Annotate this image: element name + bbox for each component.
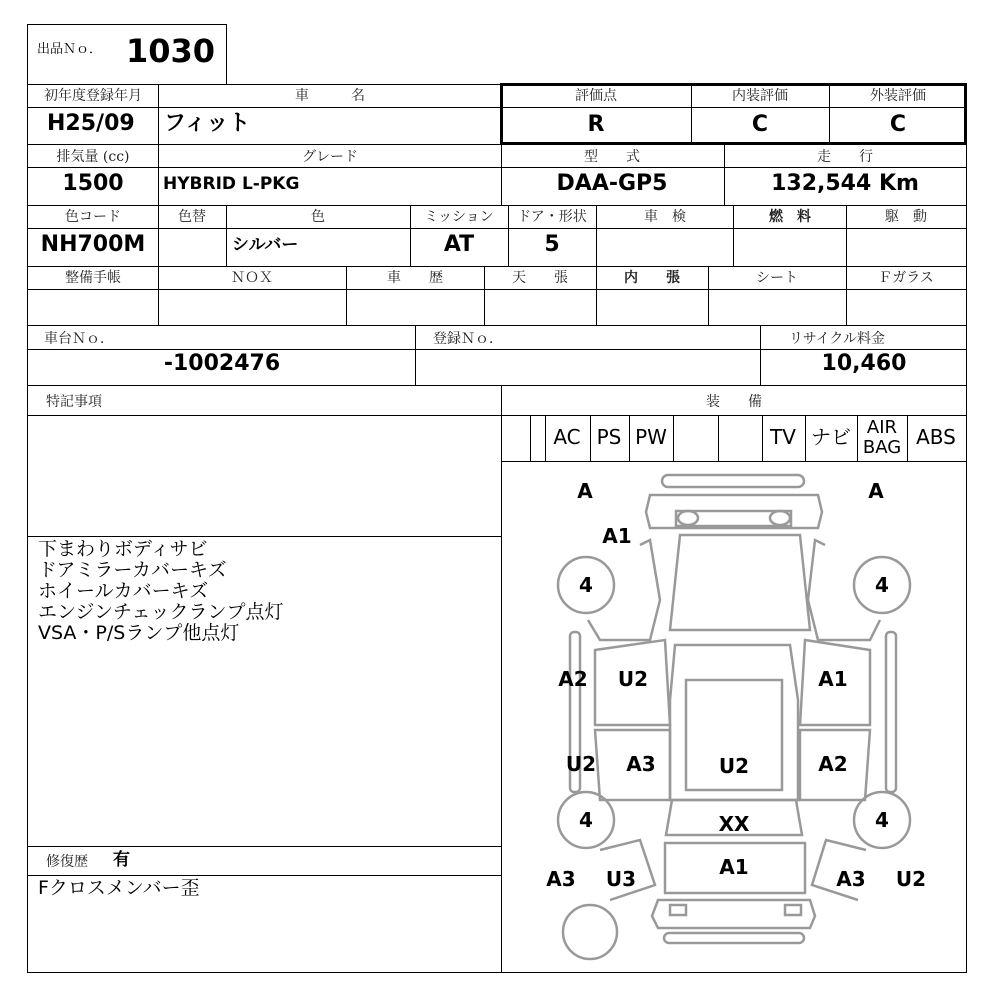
equip-ps: PS [596, 425, 622, 449]
mark-front-left: A [577, 479, 593, 503]
fuel-label: 燃 料 [769, 209, 811, 225]
mark-tire-fr: 4 [875, 573, 889, 597]
left-fender-shape [588, 540, 660, 640]
mark-tire-rr: 4 [875, 808, 889, 832]
mark-roof: U2 [718, 754, 750, 778]
mark-rear-right-a: A3 [836, 867, 866, 891]
equip-tv: TV [770, 425, 796, 449]
car-name-value: フィット [164, 111, 251, 136]
score-label: 評価点 [575, 88, 617, 104]
vehicle-history-label: 車 歴 [387, 270, 443, 286]
mission-value: AT [443, 232, 475, 257]
recolor-label: 色替 [178, 209, 206, 225]
headliner-label: 天 張 [512, 270, 568, 286]
mark-rear-glass: XX [718, 812, 750, 836]
color-code-label: 色コード [65, 209, 121, 225]
door-label: ドア・形状 [517, 209, 587, 225]
mark-rear-right-u: U2 [895, 867, 927, 891]
score-value: R [587, 112, 605, 137]
spare-tire-shape [563, 905, 617, 959]
remarks-text: 下まわりボディサビ ドアミラーカバーキズ ホイールカバーキズ エンジンチェックランプ点灯 VSA・P/Sランプ他点灯 [38, 538, 284, 644]
mark-left-pillar: U2 [617, 667, 649, 691]
rear-lamp-right-shape [785, 905, 801, 915]
registration-no-label: 登録Ｎｏ． [433, 331, 503, 347]
model-label: 型 式 [584, 149, 640, 165]
color-value: シルバー [232, 235, 299, 255]
front-glass-label: Ｆガラス [878, 270, 934, 286]
equipment-label: 装 備 [706, 394, 762, 410]
grade-value: HYBRID L-PKG [163, 174, 300, 194]
mileage-value: 132,544 Km [771, 171, 919, 196]
mark-tire-rl: 4 [579, 808, 593, 832]
exterior-grade-value: C [889, 112, 907, 137]
grade-label: グレード [302, 149, 358, 165]
inspection-label: 車 検 [644, 209, 686, 225]
rear-valance-shape [664, 933, 804, 943]
headlight-right-shape [770, 511, 790, 525]
rear-lamp-left-shape [670, 905, 686, 915]
right-sill-shape [886, 632, 896, 792]
mark-left-rear-door: A3 [626, 752, 656, 776]
mark-front-right: A [868, 479, 884, 503]
chassis-no-label: 車台Ｎｏ． [44, 331, 114, 347]
exterior-grade-label: 外装評価 [870, 88, 926, 104]
windshield-shape [670, 535, 810, 630]
remarks-label: 特記事項 [46, 394, 102, 410]
maintenance-book-label: 整備手帳 [65, 270, 121, 286]
drive-label: 駆 動 [885, 209, 927, 225]
reg-date-value: H25/09 [47, 111, 135, 136]
headlight-left-shape [678, 511, 698, 525]
displacement-value: 1500 [62, 171, 124, 196]
mark-windshield: A1 [602, 524, 632, 548]
equip-pw: PW [635, 425, 667, 449]
mark-right-front-door: A1 [818, 667, 848, 691]
mark-tire-fl: 4 [579, 573, 593, 597]
interior-trim-label: 内 張 [624, 270, 680, 286]
repair-history-value: 有 [113, 850, 130, 870]
mark-rear-left-a: A3 [546, 867, 576, 891]
mark-trunk: A1 [719, 855, 749, 879]
model-value: DAA-GP5 [556, 171, 668, 196]
mark-rear-left-u: U3 [605, 867, 637, 891]
displacement-label: 排気量 (cc) [56, 149, 130, 165]
reg-date-label: 初年度登録年月 [44, 88, 142, 104]
front-bumper-shape [662, 475, 804, 487]
door-value: 5 [544, 232, 560, 257]
recycle-fee-label: リサイクル料金 [788, 331, 886, 347]
mileage-label: 走 行 [817, 149, 873, 165]
interior-grade-label: 内装評価 [732, 88, 788, 104]
chassis-no-value: -1002476 [163, 351, 281, 376]
repair-history-label: 修復歴 [46, 854, 88, 870]
nox-label: ＮＯＸ [231, 270, 273, 286]
equip-airbag: AIR BAG [862, 417, 902, 458]
color-code-value: NH700M [40, 232, 146, 257]
right-fender-shape [808, 540, 880, 640]
interior-grade-value: C [751, 112, 769, 137]
mark-right-rear-door: A2 [818, 752, 848, 776]
recycle-fee-value: 10,460 [821, 351, 907, 376]
equip-ac: AC [553, 425, 581, 449]
repair-text: Fクロスメンバー歪 [38, 877, 200, 899]
mark-left-sill: U2 [565, 752, 597, 776]
car-name-label: 車 名 [295, 88, 365, 104]
equip-abs: ABS [916, 425, 956, 449]
color-label: 色 [311, 209, 325, 225]
equip-navi: ナビ [811, 425, 851, 449]
seat-label: シート [756, 270, 798, 286]
listing-no-label: 出品Ｎｏ． [37, 42, 103, 57]
mission-label: ミッション [424, 209, 494, 225]
listing-no-value: 1030 [126, 32, 216, 70]
mark-left-front-door: A2 [558, 667, 588, 691]
